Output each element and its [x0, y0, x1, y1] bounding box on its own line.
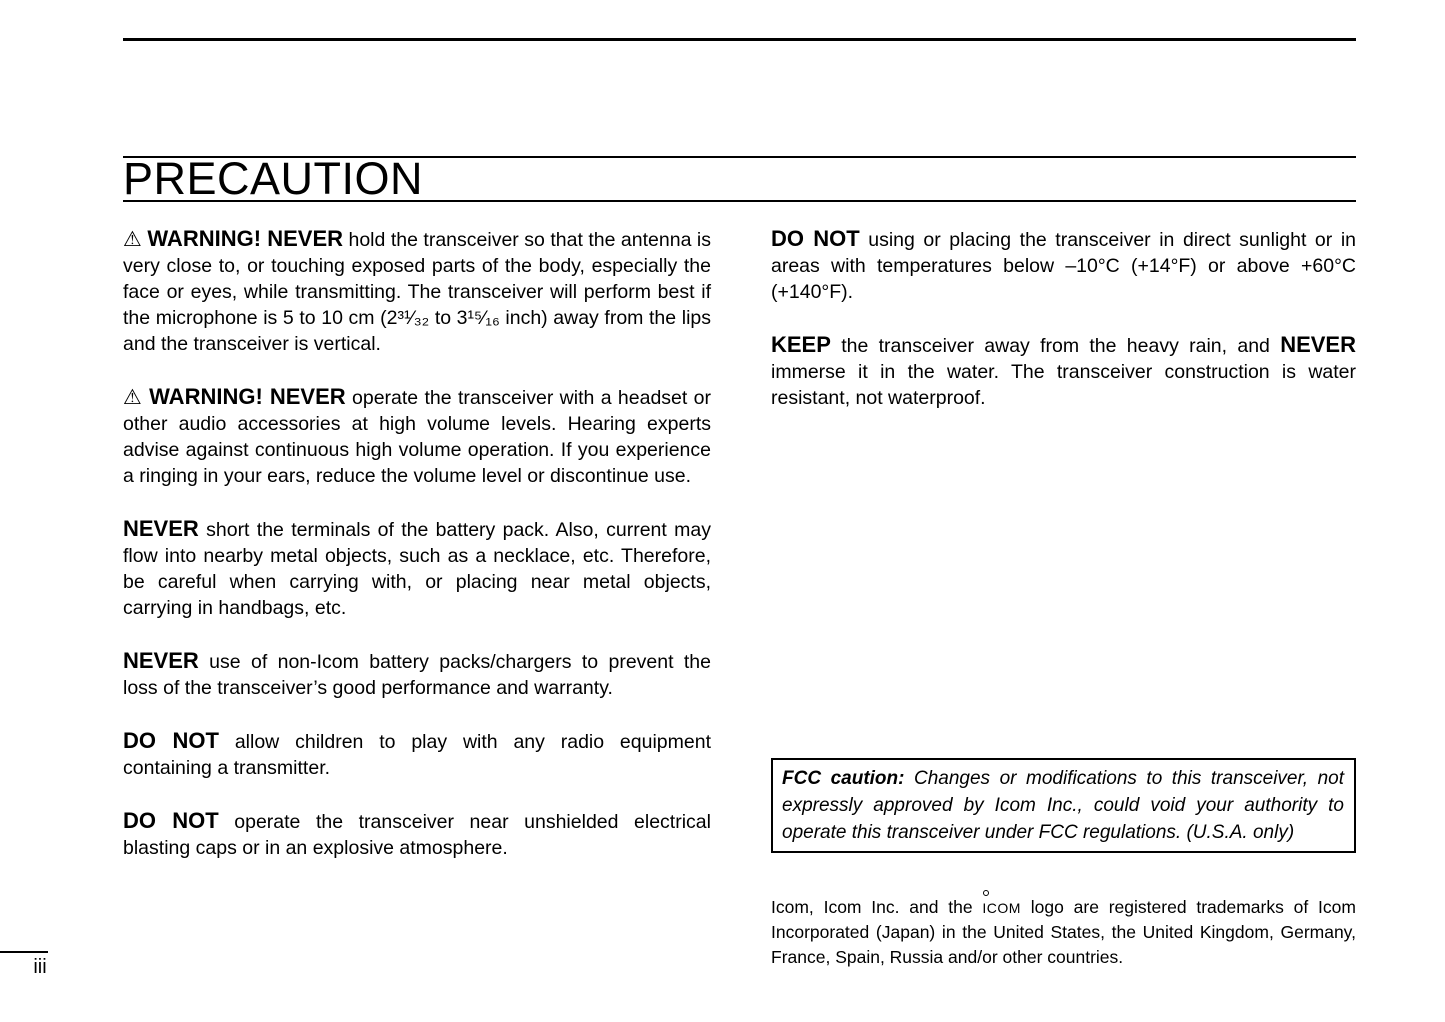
caution-paragraph [771, 332, 1356, 411]
page-number: iii [33, 956, 47, 978]
trademark-note [771, 894, 1356, 970]
caution-paragraph [123, 728, 711, 781]
warning-triangle-icon: ⚠ [123, 227, 142, 251]
paragraph-lead: WARNING! NEVER [149, 384, 346, 409]
caution-paragraph [123, 648, 711, 701]
paragraph-lead: KEEP [771, 332, 831, 357]
icom-logo-text: ICOM [982, 899, 1021, 916]
caution-paragraph [123, 516, 711, 621]
fcc-caution-lead: FCC caution: [782, 768, 905, 789]
paragraph-body: operate the transceiver with a headset or other audio accessories at high volume levels. Hearing experts advise against continuous high volume operation. If you experience a ringing in your ears, reduce the volume level or discontinue use. [123, 387, 712, 487]
paragraph-lead: DO NOT [771, 226, 860, 251]
section-heading-band [123, 153, 1356, 204]
caution-paragraph [123, 808, 711, 861]
trademark-text-before: Icom, Icom Inc. and the [771, 896, 973, 917]
footer-rule [0, 951, 48, 953]
icom-logo-ring [983, 890, 989, 896]
trademark-text-after: logo are registered trademarks of Icom Incorporated (Japan) in the United States, the United Kingdom, Germany, France, Spain, Russia and/or other countries. [771, 896, 1356, 967]
paragraph-lead: WARNING! NEVER [147, 226, 343, 251]
caution-paragraph [771, 226, 1356, 305]
paragraph-lead: DO NOT [123, 808, 219, 833]
page-title: PRECAUTION [123, 153, 424, 204]
warning-triangle-icon: ⚠ [123, 385, 143, 409]
paragraph-lead: NEVER [123, 516, 199, 541]
top-page-rule [123, 38, 1356, 41]
paragraph-body: hold the transceiver so that the antenna is very close to, or touching exposed parts of the body, especially the face or eyes, while transmitting. The transceiver will perform best if the microphone is 5 to 10 cm (2³¹⁄₃₂ to 3¹⁵⁄₁₆ inch) away from the lips and the transceiver is vertical. [123, 229, 711, 355]
paragraph-body: using or placing the transceiver in direct sunlight or in areas with temperatures below –10°C (+14°F) or above +60°C (+140°F). [771, 229, 1356, 303]
paragraph-body: immerse it in the water. The transceiver construction is water resistant, not waterproof. [771, 361, 1356, 409]
paragraph-body: operate the transceiver near unshielded electrical blasting caps or in an explosive atmosphere. [123, 811, 711, 859]
paragraph-body: allow children to play with any radio equipment containing a transmitter. [123, 731, 711, 779]
left-column [123, 226, 711, 888]
paragraph-body: use of non-Icom battery packs/chargers to prevent the loss of the transceiver’s good performance and warranty. [123, 651, 711, 699]
paragraph-lead: DO NOT [123, 728, 219, 753]
paragraph-body: the transceiver away from the heavy rain, and [841, 335, 1270, 357]
paragraph-lead: NEVER [1280, 332, 1356, 357]
warning-paragraph [123, 226, 711, 357]
fcc-caution-box [771, 758, 1356, 853]
fcc-caution-body: Changes or modifications to this transceiver, not expressly approved by Icom Inc., could void your authority to operate this transceiver under FCC regulations. (U.S.A. only) [782, 768, 1344, 843]
icom-logo-icon [982, 894, 1021, 921]
paragraph-body: short the terminals of the battery pack. Also, current may flow into nearby metal objects, such as a necklace, etc. Therefore, be careful when carrying with, or placing near metal objects, carrying in handbags, etc. [123, 519, 711, 619]
paragraph-lead: NEVER [123, 648, 199, 673]
warning-paragraph [123, 384, 711, 489]
right-column [771, 226, 1356, 986]
